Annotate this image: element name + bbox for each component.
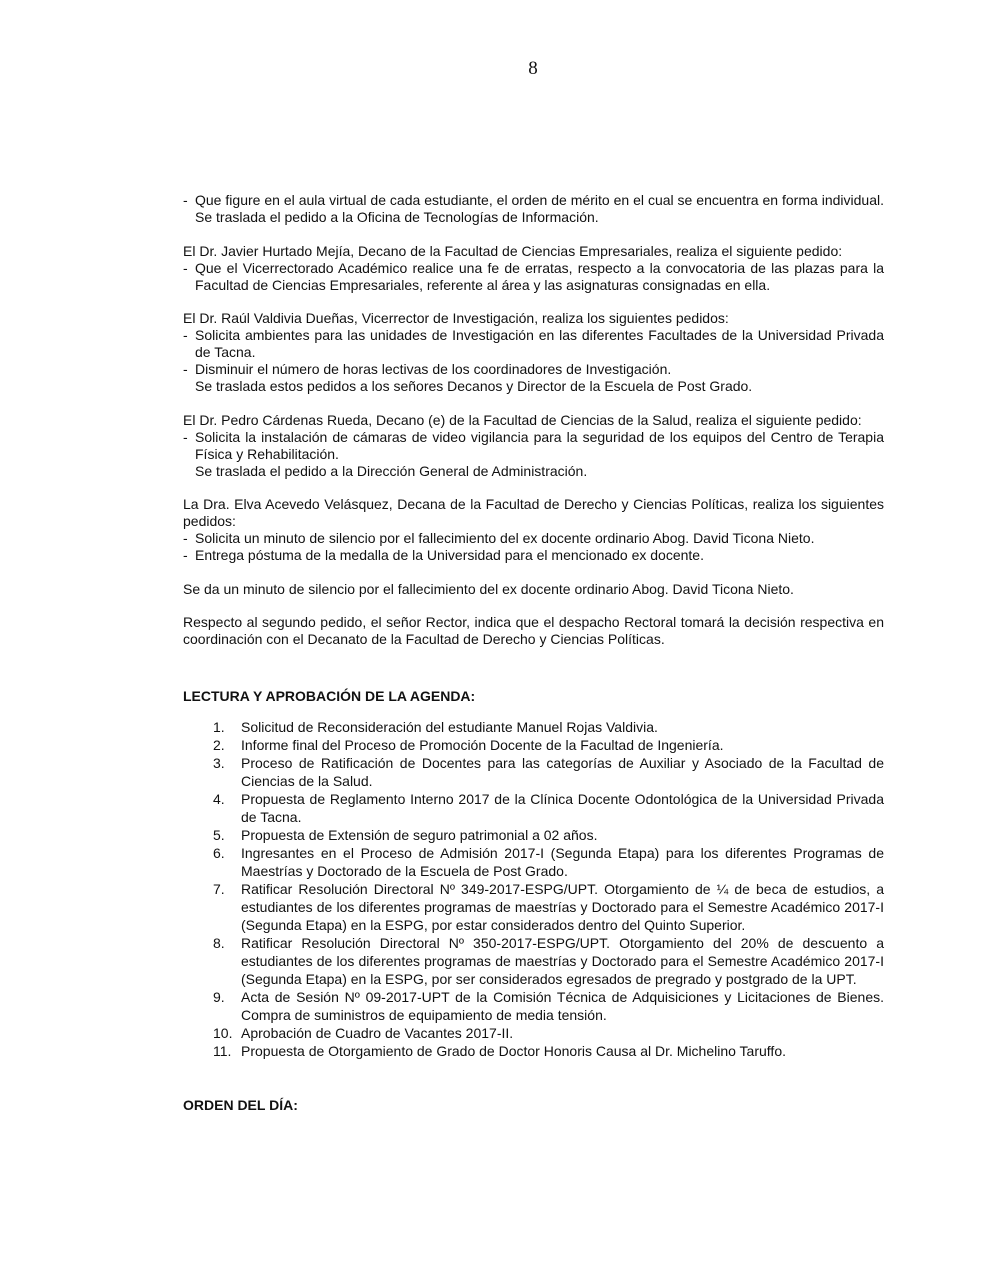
agenda-number: 5. xyxy=(213,827,225,843)
agenda-text: Propuesta de Otorgamiento de Grado de Doctor Honoris Causa al Dr. Michelino Taruffo. xyxy=(241,1043,786,1059)
agenda-text: Proceso de Ratificación de Docentes para las categorías de Auxiliar y Asociado de la Facultad de Ciencias de la Salud. xyxy=(241,755,884,789)
agenda-item xyxy=(183,1024,884,1042)
page-number: 8 xyxy=(528,58,538,79)
agenda-number: 1. xyxy=(213,719,225,735)
agenda-text: Propuesta de Extensión de seguro patrimonial a 02 años. xyxy=(241,827,598,843)
agenda-number: 3. xyxy=(213,755,225,771)
agenda-list xyxy=(183,718,884,1060)
agenda-text: Aprobación de Cuadro de Vacantes 2017-II. xyxy=(241,1025,514,1041)
agenda-item xyxy=(183,736,884,754)
list-item xyxy=(183,361,884,378)
agenda-number: 4. xyxy=(213,791,225,807)
agenda-number: 7. xyxy=(213,881,225,897)
agenda-item xyxy=(183,880,884,934)
dash-bullet: - xyxy=(183,192,188,208)
valdivia-intro: El Dr. Raúl Valdivia Dueñas, Vicerrector de Investigación, realiza los siguientes pedidos: xyxy=(183,310,729,326)
silencio-paragraph: Se da un minuto de silencio por el fallecimiento del ex docente ordinario Abog. David Ticona Nieto. xyxy=(183,580,794,597)
orden-del-dia-heading: ORDEN DEL DÍA: xyxy=(183,1097,298,1113)
agenda-number: 10. xyxy=(213,1025,233,1041)
agenda-item xyxy=(183,1042,884,1060)
respecto-paragraph: Respecto al segundo pedido, el señor Rector, indica que el despacho Rectoral tomará la decisión respectiva en coordinación con el Decanato de la Facultad de Derecho y Ciencias Políticas. xyxy=(183,614,884,647)
agenda-number: 9. xyxy=(213,989,225,1005)
dash-bullet: - xyxy=(183,428,188,445)
list-item xyxy=(183,429,884,463)
agenda-number: 2. xyxy=(213,737,225,753)
list-item-text: Que el Vicerrectorado Académico realice una fe de erratas, respecto a la convocatoria de las plazas para la Facultad de Ciencias Empresariales, referente al área y las asignaturas consignadas en ella. xyxy=(195,259,884,293)
list-item-text: Que figure en el aula virtual de cada estudiante, el orden de mérito en el cual se encuentra en forma individual. Se traslada el pedido a la Oficina de Tecnologías de Información. xyxy=(195,192,884,225)
agenda-number: 6. xyxy=(213,845,225,861)
list-item xyxy=(183,530,884,547)
valdivia-note: Se traslada estos pedidos a los señores Decanos y Director de la Escuela de Post Grado. xyxy=(195,378,753,394)
agenda-heading: LECTURA Y APROBACIÓN DE LA AGENDA: xyxy=(183,688,476,704)
agenda-text: Ratificar Resolución Directoral Nº 350-2017-ESPG/UPT. Otorgamiento del 20% de descuento a estudiantes de los diferentes programas de maestrías y Doctorado para el Semestre Académico 2017-I (Segunda Etapa) en la ESPG, por ser considerados egresados de pregrado y postgrado de la UPT. xyxy=(241,935,884,987)
agenda-number: 11. xyxy=(213,1043,232,1059)
document-body xyxy=(183,192,884,1114)
agenda-text: Acta de Sesión Nº 09-2017-UPT de la Comisión Técnica de Adquisiciones y Licitaciones de Bienes. Compra de suministros de equipamiento de media tensión. xyxy=(241,989,884,1023)
dash-bullet: - xyxy=(183,530,188,546)
list-item-text: Disminuir el número de horas lectivas de los coordinadores de Investigación. xyxy=(195,361,672,377)
list-item-text: Solicita un minuto de silencio por el fallecimiento del ex docente ordinario Abog. David Ticona Nieto. xyxy=(195,530,815,546)
list-item xyxy=(183,327,884,361)
list-item-text: Solicita la instalación de cámaras de video vigilancia para la seguridad de los equipos del Centro de Terapia Física y Rehabilitación. xyxy=(195,428,884,462)
agenda-item xyxy=(183,844,884,880)
dash-bullet: - xyxy=(183,547,188,563)
hurtado-intro: El Dr. Javier Hurtado Mejía, Decano de la Facultad de Ciencias Empresariales, realiza el siguiente pedido: xyxy=(183,242,843,259)
agenda-item xyxy=(183,934,884,988)
list-item xyxy=(183,192,884,226)
acevedo-intro: La Dra. Elva Acevedo Velásquez, Decana de la Facultad de Derecho y Ciencias Políticas, realiza los siguientes pedidos: xyxy=(183,496,884,529)
dash-bullet: - xyxy=(183,361,188,377)
agenda-item xyxy=(183,826,884,844)
list-item xyxy=(183,547,884,564)
cardenas-intro: El Dr. Pedro Cárdenas Rueda, Decano (e) de la Facultad de Ciencias de la Salud, realiza el siguiente pedido: xyxy=(183,411,862,428)
agenda-text: Solicitud de Reconsideración del estudiante Manuel Rojas Valdivia. xyxy=(241,719,658,735)
dash-bullet: - xyxy=(183,259,188,276)
cardenas-note: Se traslada el pedido a la Dirección General de Administración. xyxy=(195,462,588,479)
agenda-text: Propuesta de Reglamento Interno 2017 de la Clínica Docente Odontológica de la Universidad Privada de Tacna. xyxy=(241,791,884,825)
agenda-item xyxy=(183,754,884,790)
agenda-text: Ingresantes en el Proceso de Admisión 2017-I (Segunda Etapa) para los diferentes Programas de Maestrías y Doctorado de la Escuela de Post Grado. xyxy=(241,845,884,879)
agenda-text: Ratificar Resolución Directoral Nº 349-2017-ESPG/UPT. Otorgamiento de ¼ de beca de estudios, a estudiantes de los diferentes programas de maestrías y Doctorado para el Semestre Académico 2017-I (Segunda Etapa) en la ESPG, por estar considerados dentro del Quinto Superior. xyxy=(241,881,884,933)
list-item xyxy=(183,260,884,294)
agenda-item xyxy=(183,718,884,736)
agenda-number: 8. xyxy=(213,935,225,951)
agenda-item xyxy=(183,790,884,826)
list-item-text: Entrega póstuma de la medalla de la Universidad para el mencionado ex docente. xyxy=(195,547,704,563)
agenda-item xyxy=(183,988,884,1024)
agenda-text: Informe final del Proceso de Promoción Docente de la Facultad de Ingeniería. xyxy=(241,737,724,753)
dash-bullet: - xyxy=(183,327,188,343)
list-item-text: Solicita ambientes para las unidades de Investigación en las diferentes Facultades de la Universidad Privada de Tacna. xyxy=(195,327,884,360)
